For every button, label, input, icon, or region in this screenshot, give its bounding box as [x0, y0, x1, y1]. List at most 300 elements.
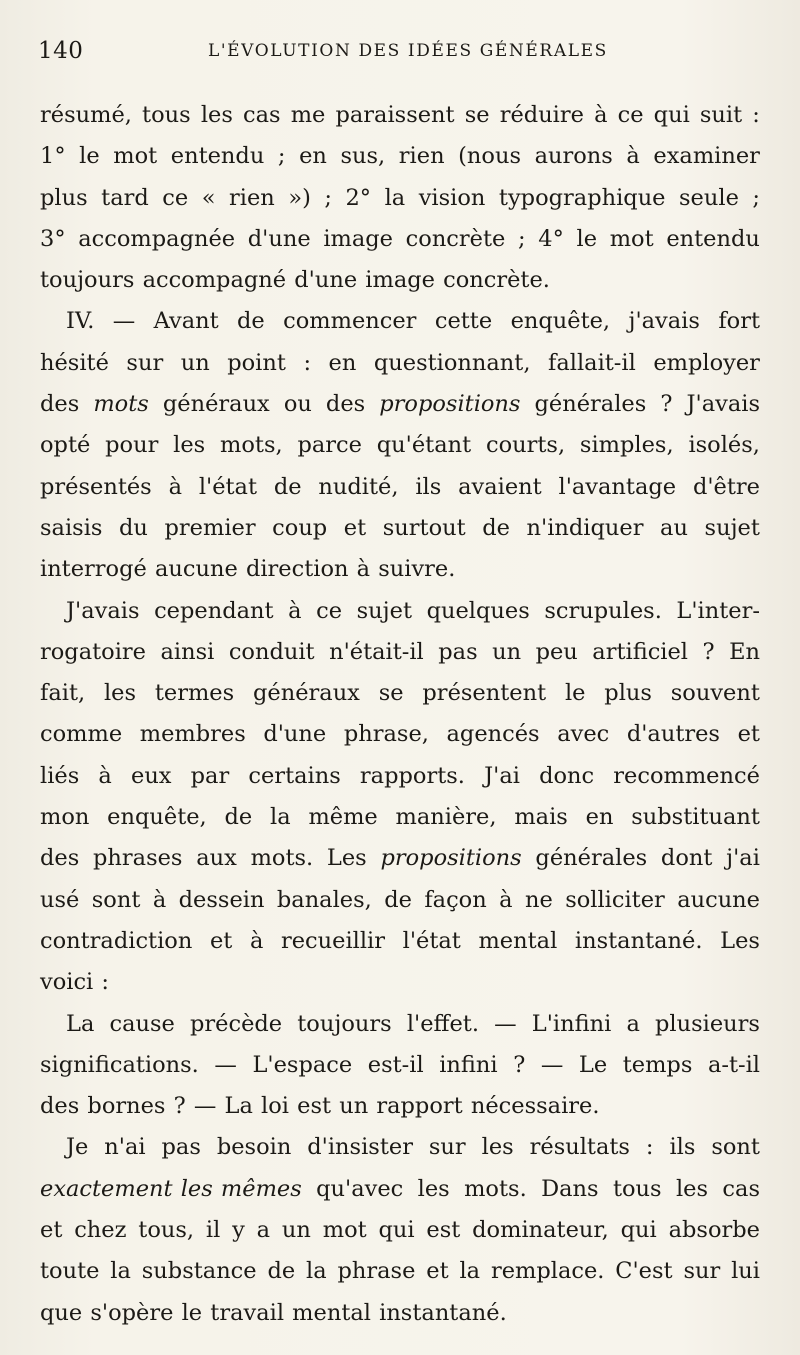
word: examiner [653, 143, 760, 170]
word: Je [66, 1134, 89, 1161]
word: IV. [66, 308, 95, 335]
word: isolés, [688, 432, 760, 459]
word: instantané. [379, 1299, 507, 1326]
word: sus, [340, 143, 386, 170]
word: l'avantage [558, 473, 677, 500]
body-text [40, 95, 760, 1334]
word: contradiction [40, 927, 193, 954]
word: façon [424, 886, 487, 913]
word: premier [164, 514, 256, 541]
word: besoin [216, 1134, 292, 1161]
word: recommencé [613, 762, 760, 789]
text-line-6 [40, 301, 760, 342]
word: les [173, 432, 206, 459]
word: la [306, 1258, 327, 1285]
word: 4° [538, 225, 564, 252]
text-line-30 [40, 1293, 760, 1334]
word: opté [40, 432, 91, 459]
word: un [492, 638, 522, 665]
word: phrase, [343, 721, 429, 748]
word: généraux [162, 391, 270, 418]
word: fort [718, 308, 760, 335]
word: l'état [198, 473, 258, 500]
text-line-9 [40, 425, 760, 466]
word: — [494, 1010, 517, 1037]
word: L'espace [252, 1051, 353, 1078]
word: donc [539, 762, 595, 789]
word: à [152, 886, 167, 913]
word: « [201, 184, 216, 211]
text-line-21 [40, 921, 760, 962]
word: et [426, 1258, 449, 1285]
word: avec [557, 721, 610, 748]
word: phrases [93, 845, 183, 872]
word: à [168, 473, 182, 500]
word: cette [434, 308, 493, 335]
word: j'ai [726, 845, 760, 872]
word: les [481, 1134, 514, 1161]
word: recueillir [280, 927, 386, 954]
word: les [200, 102, 233, 128]
word: chez [74, 1217, 127, 1244]
word: conduit [228, 638, 315, 665]
word: est [426, 1217, 461, 1244]
word: concrète [405, 225, 506, 252]
word: interrogé [40, 556, 147, 583]
word: paraissent [335, 102, 455, 128]
word: présentés [40, 473, 152, 500]
word: Dans [541, 1175, 599, 1202]
word: pas [438, 638, 478, 665]
word: qu'avec [316, 1175, 404, 1202]
word: propositions [380, 845, 522, 872]
word: sont [91, 886, 141, 913]
word: résumé, [40, 102, 132, 128]
word: rien [229, 184, 275, 211]
word: peu [535, 638, 578, 665]
word: banales, [276, 886, 372, 913]
word: manière, [395, 804, 497, 831]
word: de [237, 308, 265, 335]
word: d'une [294, 267, 358, 294]
word: se [378, 680, 404, 707]
word: précède [190, 1010, 283, 1037]
word: mots. [464, 1175, 527, 1202]
word: mot [609, 225, 654, 252]
text-line-23 [40, 1004, 760, 1045]
word: n'ai [104, 1134, 146, 1161]
word: avaient [458, 473, 542, 500]
word: fallait-il [548, 349, 636, 376]
word: se [464, 102, 490, 128]
word: mots. [250, 845, 314, 872]
word: — [193, 1093, 217, 1120]
word: ? [173, 1093, 186, 1120]
word: rapports. [359, 762, 465, 789]
word: est-il [367, 1051, 424, 1078]
word: qui [620, 1217, 657, 1244]
word: y [232, 1217, 245, 1244]
text-line-16 [40, 714, 760, 755]
word: n'était-il [329, 638, 424, 665]
word: substance [141, 1258, 257, 1285]
word: à [98, 762, 112, 789]
word: plusieurs [655, 1010, 760, 1037]
word: ») [288, 184, 311, 211]
word: d'autres [626, 721, 720, 748]
word: à [499, 886, 513, 913]
word: d'être [692, 473, 760, 500]
word: d'une [247, 225, 311, 252]
text-line-10 [40, 467, 760, 508]
text-line-19 [40, 838, 760, 879]
word: artificiel [592, 638, 689, 665]
word: toujours [40, 267, 135, 294]
word: sur [428, 1134, 466, 1161]
word: et [209, 927, 233, 954]
word: de [224, 804, 253, 831]
word: en [328, 349, 357, 376]
word: généraux [253, 680, 360, 707]
word: la [384, 184, 406, 211]
word: (nous [458, 143, 521, 170]
word: absorbe [668, 1217, 760, 1244]
word: quelques [426, 597, 530, 624]
word: — [214, 1051, 237, 1078]
word: il [205, 1217, 221, 1244]
word: temps [622, 1051, 693, 1078]
text-line-15 [40, 673, 760, 714]
word: a-t-il [707, 1051, 760, 1078]
word: me [290, 102, 326, 128]
word: seule [679, 184, 739, 211]
word: tous, [138, 1217, 195, 1244]
text-line-3 [40, 178, 760, 219]
word: certains [248, 762, 341, 789]
text-line-7 [40, 343, 760, 384]
word: toujours [297, 1010, 392, 1037]
word: réduire [499, 102, 584, 128]
word: les [675, 1175, 709, 1202]
word: mot [113, 143, 158, 170]
word: au [660, 514, 688, 541]
word: ? [513, 1051, 526, 1078]
word: s'opère [90, 1299, 174, 1326]
text-line-17 [40, 756, 760, 797]
word: est [297, 1093, 332, 1120]
word: instantané. [574, 927, 703, 954]
word: La [66, 1010, 95, 1037]
page-number: 140 [38, 38, 84, 64]
word: entendu [666, 225, 760, 252]
word: ils [415, 473, 442, 500]
word: bornes [87, 1093, 166, 1120]
word: en [299, 143, 327, 170]
word: suit [699, 102, 743, 128]
word: souvent [670, 680, 760, 707]
word: accompagné [142, 267, 287, 294]
word: Avant [153, 308, 219, 335]
word: travail [210, 1299, 285, 1326]
word: mais [514, 804, 568, 831]
word: hésité [40, 349, 109, 376]
word: a [626, 1010, 640, 1037]
word: du [119, 514, 148, 541]
word: 3° [40, 225, 66, 252]
word: et [343, 514, 367, 541]
word: mental [478, 927, 558, 954]
word: plus [40, 184, 88, 211]
word: par [190, 762, 230, 789]
word: ne [524, 886, 553, 913]
word: rien [398, 143, 445, 170]
word: à [626, 143, 640, 170]
word: d'insister [307, 1134, 413, 1161]
word: sujet [356, 597, 413, 624]
word: présentent [422, 680, 547, 707]
word: à [249, 927, 264, 954]
word: mot [322, 1217, 367, 1244]
word: rapport [376, 1093, 463, 1120]
text-line-22 [40, 962, 760, 1003]
word: et [737, 721, 760, 748]
word: : [101, 969, 110, 996]
word: des [40, 391, 80, 418]
word: : [645, 1134, 654, 1161]
word: — [540, 1051, 564, 1078]
word: pas [161, 1134, 201, 1161]
word: surtout [382, 514, 466, 541]
text-line-28 [40, 1210, 760, 1251]
word: d'une [263, 721, 327, 748]
word: j'avais [628, 308, 700, 335]
word: J'avais [686, 391, 760, 418]
word: plus [604, 680, 652, 707]
word: aucune [154, 556, 238, 583]
word: Les [720, 927, 760, 954]
word: dessein [178, 886, 265, 913]
word: de [267, 1258, 296, 1285]
word: suivre. [378, 556, 456, 583]
word: substituant [631, 804, 760, 831]
word: enquête, [510, 308, 611, 335]
text-line-1 [40, 95, 760, 136]
word: de [384, 886, 412, 913]
word: pour [105, 432, 159, 459]
word: dont [660, 845, 713, 872]
word: lui [731, 1258, 760, 1285]
word: image [365, 267, 435, 294]
word: générales [535, 845, 648, 872]
word: n'indiquer [526, 514, 644, 541]
word: liés [40, 762, 80, 789]
word: comme [40, 721, 123, 748]
word: remplace. [490, 1258, 605, 1285]
word: La [224, 1093, 253, 1120]
word: En [729, 638, 760, 665]
word: rogatoire [40, 638, 146, 665]
word: a [256, 1217, 271, 1244]
word: ; [752, 184, 760, 211]
word: les [417, 1175, 450, 1202]
word: direction [245, 556, 349, 583]
word: scrupules. [544, 597, 662, 624]
word: J'ai [484, 762, 520, 789]
word: point [227, 349, 286, 376]
text-line-2 [40, 136, 760, 177]
text-line-29 [40, 1251, 760, 1292]
word: la [270, 804, 291, 831]
text-line-26 [40, 1127, 760, 1168]
word: voici [40, 969, 94, 996]
text-line-12 [40, 549, 760, 590]
text-line-11 [40, 508, 760, 549]
text-line-14 [40, 632, 760, 673]
word: 1° [40, 143, 66, 170]
word: résultats [529, 1134, 630, 1161]
text-line-18 [40, 797, 760, 838]
word: sur [126, 349, 164, 376]
word: mon [40, 804, 90, 831]
word: un [339, 1093, 369, 1120]
word: accompagnée [78, 225, 236, 252]
word: L'infini [531, 1010, 612, 1037]
word: à [594, 102, 608, 128]
word: qui [378, 1217, 415, 1244]
word: même [308, 804, 378, 831]
word: et [40, 1217, 63, 1244]
word: dominateur, [472, 1217, 609, 1244]
running-head: L'ÉVOLUTION DES IDÉES GÉNÉRALES [208, 41, 608, 61]
word: enquête, [107, 804, 207, 831]
word: cas [722, 1175, 760, 1202]
word: un [281, 1217, 311, 1244]
text-line-27 [40, 1169, 760, 1210]
word: employer [653, 349, 760, 376]
word: 2° [345, 184, 372, 211]
word: la [459, 1258, 481, 1285]
word: typographique [498, 184, 666, 211]
word: entendu [170, 143, 265, 170]
word: sur [683, 1258, 721, 1285]
word: questionnant, [373, 349, 531, 376]
word: le [181, 1299, 203, 1326]
word: sont [711, 1134, 760, 1161]
word: solliciter [565, 886, 665, 913]
word: vision [418, 184, 486, 211]
word: aucune [677, 886, 760, 913]
word: Le [578, 1051, 608, 1078]
word: le [564, 680, 586, 707]
word: eux [131, 762, 172, 789]
word: de [482, 514, 510, 541]
word: générales [534, 391, 647, 418]
word: infini [439, 1051, 498, 1078]
word: cas [243, 102, 281, 128]
word: à [288, 597, 302, 624]
word: agencés [446, 721, 540, 748]
word: des [40, 845, 80, 872]
word: mots, [220, 432, 283, 459]
word: ? [702, 638, 715, 665]
word: J'avais [66, 597, 140, 624]
word: qu'étant [376, 432, 472, 459]
word: exactement les mêmes [40, 1175, 302, 1202]
word: nécessaire. [470, 1093, 600, 1120]
word: ; [277, 143, 286, 170]
word: tous [612, 1175, 662, 1202]
word: mots [93, 391, 149, 418]
word: des [325, 391, 366, 418]
word: cependant [154, 597, 274, 624]
word: des [40, 1093, 80, 1120]
word: ; [324, 184, 332, 211]
word: qui [653, 102, 690, 128]
word: ils [669, 1134, 696, 1161]
text-line-8 [40, 384, 760, 425]
word: l'effet. [406, 1010, 480, 1037]
word: la [110, 1258, 131, 1285]
word: le [576, 225, 598, 252]
word: en [585, 804, 614, 831]
word: tard [101, 184, 149, 211]
word: concrète. [443, 267, 550, 294]
word: ? [660, 391, 673, 418]
word: C'est [615, 1258, 673, 1285]
word: ou [283, 391, 312, 418]
word: ce [617, 102, 644, 128]
word: sujet [704, 514, 760, 541]
word: ce [316, 597, 343, 624]
word: que [40, 1299, 83, 1326]
word: fait, [40, 680, 86, 707]
text-line-24 [40, 1045, 760, 1086]
word: un [180, 349, 210, 376]
word: phrase [337, 1258, 416, 1285]
word: ce [162, 184, 189, 211]
word: courts, [485, 432, 566, 459]
text-line-4 [40, 219, 760, 260]
word: ainsi [160, 638, 215, 665]
word: propositions [379, 391, 521, 418]
word: saisis [40, 514, 103, 541]
word: l'état [402, 927, 461, 954]
word: membres [139, 721, 246, 748]
word: Les [326, 845, 367, 872]
word: simples, [579, 432, 674, 459]
word: : [752, 102, 760, 128]
word: loi [261, 1093, 289, 1120]
word: : [303, 349, 312, 376]
word: image [323, 225, 393, 252]
page-header [38, 38, 760, 74]
word: termes [154, 680, 235, 707]
word: de [273, 473, 302, 500]
word: aux [196, 845, 237, 872]
word: mental [292, 1299, 371, 1326]
word: à [356, 556, 371, 583]
word: L'inter- [676, 597, 760, 624]
word: commencer [283, 308, 417, 335]
text-line-13 [40, 591, 760, 632]
word: aurons [534, 143, 613, 170]
word: cause [109, 1010, 175, 1037]
word: les [103, 680, 137, 707]
text-line-25 [40, 1086, 760, 1127]
text-line-20 [40, 880, 760, 921]
word: parce [297, 432, 362, 459]
word: — [112, 308, 136, 335]
